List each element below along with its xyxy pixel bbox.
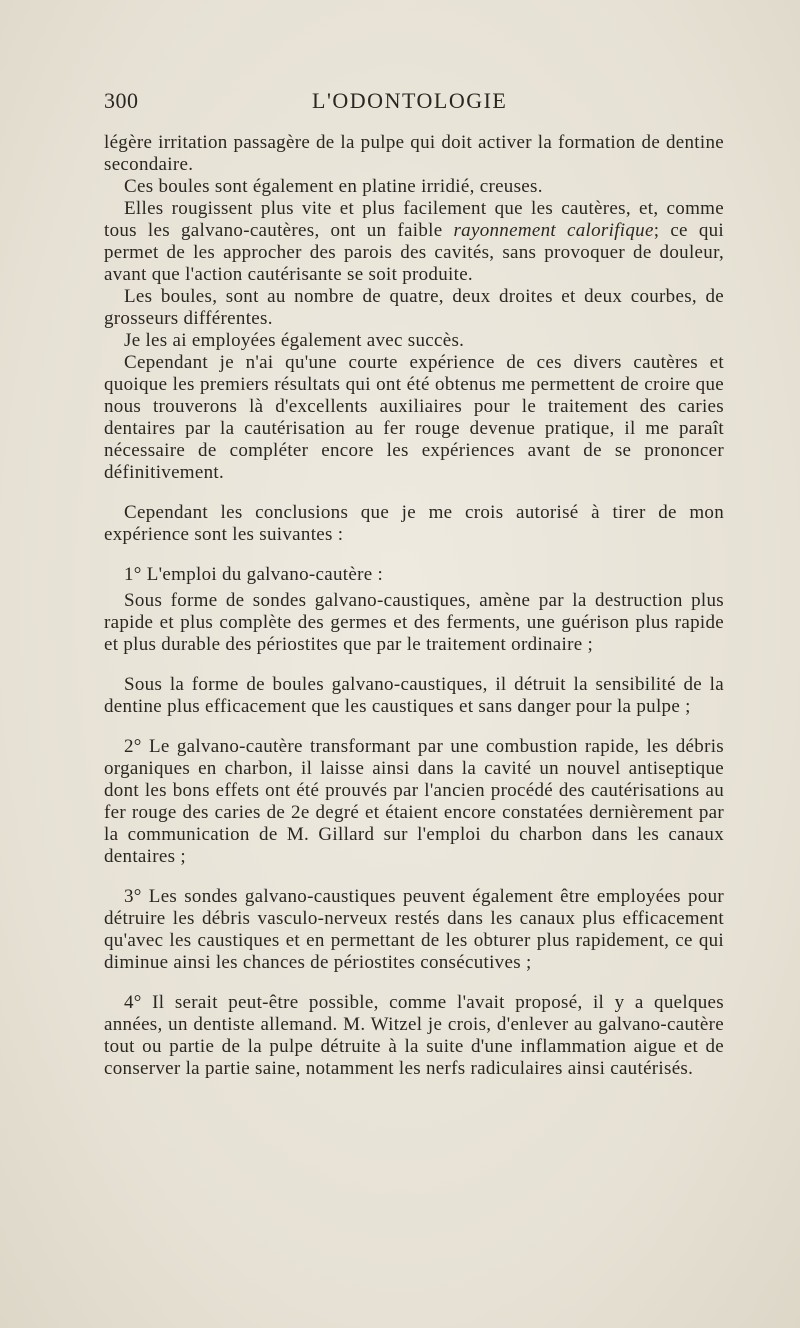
paragraph: Ces boules sont également en platine irridié, creuses. [124,176,543,197]
body-text [104,132,724,1080]
list-item: 4° Il serait peut-être possible, comme l'avait proposé, il y a quelques années, un dentiste allemand. M. Witzel je crois, d'enlever au galvano-cautère tout ou partie de la pulpe détruite à la suite d'une inflammation aigue et de conserver la partie saine, notamment les nerfs radiculaires ainsi cautérisés. [104,992,724,1079]
list-heading: 1° L'emploi du galvano-cautère : [124,564,384,585]
paragraph: Cependant je n'ai qu'une courte expérience de ces divers cautères et quoique les premiers résultats qui ont été obtenus me permettent de croire que nous trouverons là d'excellents auxiliaires pour le traitement des caries dentaires par la cautérisation au fer rouge devenue pratique, il me paraît nécessaire de compléter encore les expériences avant de se prononcer définitivement. [104,352,724,483]
paragraph: Je les ai employées également avec succès. [124,330,465,351]
list-item: Sous forme de sondes galvano-caustiques, amène par la destruction plus rapide et plus complète des germes et des ferments, une guérison plus rapide et plus durable des périostites que par le traitement ordinaire ; [104,590,724,655]
running-title: L'ODONTOLOGIE [312,88,508,113]
page-number: 300 [104,88,139,113]
page-header [104,88,724,118]
paragraph: Les boules, sont au nombre de quatre, deux droites et deux courbes, de grosseurs différentes. [104,286,724,329]
paragraph: Cependant les conclusions que je me crois autorisé à tirer de mon expérience sont les suivantes : [104,502,724,545]
italic-term: rayonnement calorifique [453,220,654,241]
paragraph: Elles rougissent plus vite et plus facilement que les cautères, et, comme tous les galvano-cautères, ont un faible rayonnement calorifique; ce qui permet de les approcher des parois des cavités, sans provoquer de douleur, avant que l'action cautérisante se soit produite. [104,198,724,285]
list-item: Sous la forme de boules galvano-caustiques, il détruit la sensibilité de la dentine plus efficacement que les caustiques et sans danger pour la pulpe ; [104,674,724,717]
list-item: 3° Les sondes galvano-caustiques peuvent également être employées pour détruire les débris vasculo-nerveux restés dans les canaux plus efficacement qu'avec les caustiques et en permettant de les obturer plus rapidement, ce qui diminue ainsi les chances de périostites consécutives ; [104,886,724,973]
paragraph: légère irritation passagère de la pulpe qui doit activer la formation de dentine secondaire. [104,132,724,175]
list-item: 2° Le galvano-cautère transformant par une combustion rapide, les débris organiques en charbon, il laisse ainsi dans la cavité un nouvel antiseptique dont les bons effets ont été prouvés par l'ancien procédé des cautérisations au fer rouge des caries de 2e degré et étaient encore constatées dernièrement par la communication de M. Gillard sur l'emploi du charbon dans les canaux dentaires ; [104,736,724,867]
